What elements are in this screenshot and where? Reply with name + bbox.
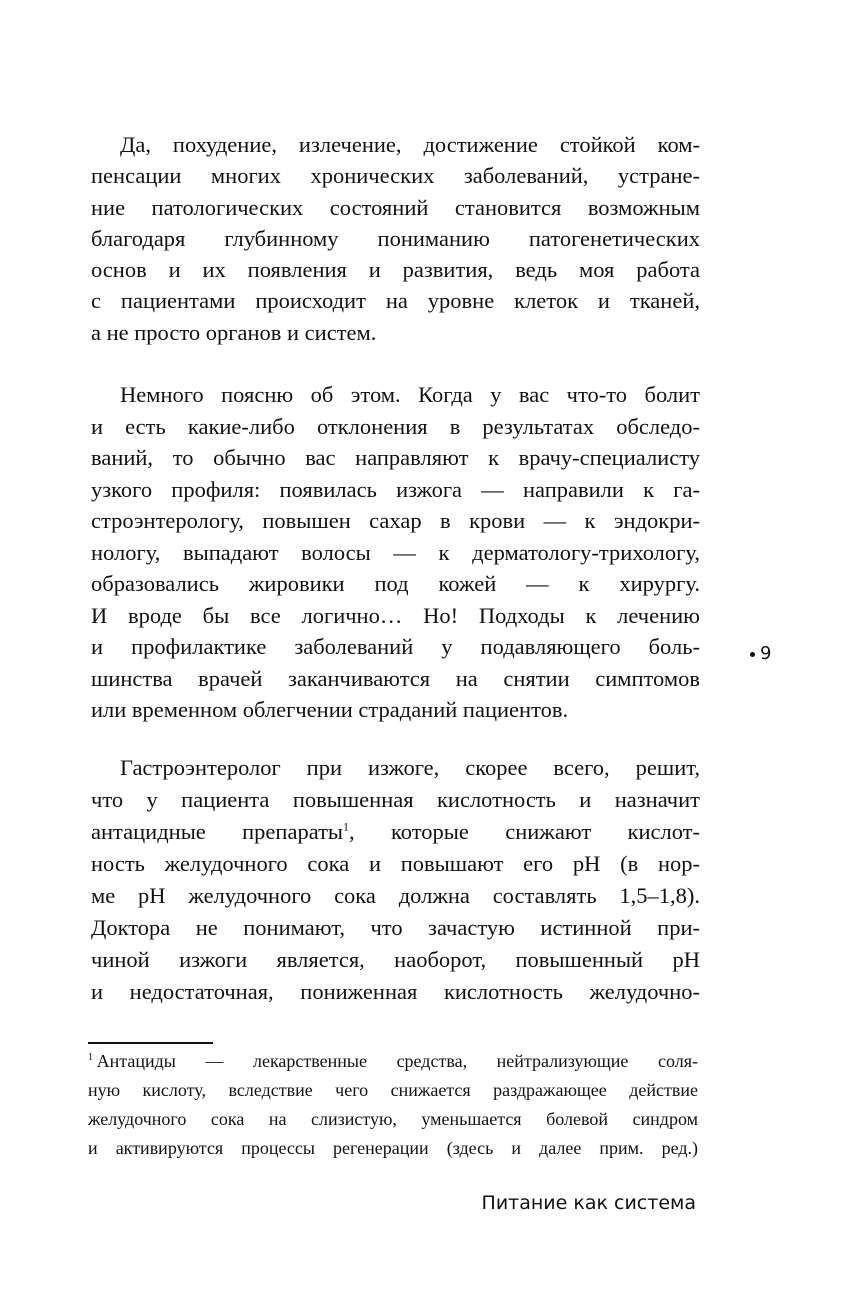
text-line: что у пациента повышенная кислотность и назначит <box>91 787 700 812</box>
text-line: с пациентами происходит на уровне клеток и тканей, <box>91 288 700 314</box>
footnote-line: ную кислоту, вследствие чего снижается раздражающее действие <box>88 1080 698 1100</box>
running-footer: Питание как система <box>481 1192 696 1214</box>
footnote-divider <box>88 1042 213 1044</box>
text-line: шинства врачей заканчиваются на снятии симптомов <box>91 665 700 691</box>
paragraph-2 <box>91 379 700 726</box>
text-line: Гастроэнтеролог при изжоге, скорее всего, решит, <box>120 755 700 780</box>
footnote-reference[interactable]: 1 <box>343 819 350 834</box>
text-line: основ и их появления и развития, ведь моя работа <box>91 257 700 283</box>
text-line: ние патологических состояний становится возможным <box>91 194 700 220</box>
text-line: пенсации многих хронических заболеваний, устране- <box>91 163 700 189</box>
page-number <box>750 643 771 664</box>
text-line <box>91 816 700 848</box>
bullet-icon <box>750 652 755 657</box>
text-line: и есть какие-либо отклонения в результатах обследо- <box>91 413 700 439</box>
text-line: узкого профиля: появилась изжога — направили к га- <box>91 476 700 502</box>
text-line: нологу, выпадают волосы — к дерматологу-трихологу, <box>91 539 700 565</box>
text-line: чиной изжоги является, наоборот, повышенный pH <box>91 947 700 972</box>
text-line: Да, похудение, излечение, достижение стойкой ком- <box>120 132 700 157</box>
text-line: ме pH желудочного сока должна составлять 1,5–1,8). <box>91 883 700 908</box>
text-line: и недостаточная, пониженная кислотность желудочно- <box>91 979 700 1004</box>
footnote-line: желудочного сока на слизистую, уменьшается болевой синдром <box>88 1109 698 1129</box>
text-line: и профилактике заболеваний у подавляющего боль- <box>91 634 700 659</box>
paragraph-1 <box>91 129 700 348</box>
page-number-text: 9 <box>760 643 772 664</box>
text-line: Доктора не понимают, что зачастую истинной при- <box>91 915 700 940</box>
text-line: или временном облегчении страданий пациентов. <box>91 697 569 722</box>
text-line: строэнтерологу, повышен сахар в крови — к эндокри- <box>91 508 700 533</box>
paragraph-3 <box>91 752 700 1008</box>
text-line: ваний, то обычно вас направляют к врачу-специалисту <box>91 445 700 470</box>
footnote-line: и активируются процессы регенерации (здесь и далее прим. ред.) <box>88 1138 698 1158</box>
text-line: ность желудочного сока и повышают его pH (в нор- <box>91 851 700 876</box>
text-line: И вроде бы все логично… Но! Подходы к лечению <box>91 602 700 628</box>
text-segment: антацидные препараты <box>91 819 344 844</box>
text-line: благодаря глубинному пониманию патогенетических <box>91 225 700 251</box>
text-segment: , которые снижают кислот- <box>349 819 700 844</box>
text-segment: Антациды — лекарственные средства, нейтрализующие соля- <box>96 1051 698 1071</box>
text-line: образовались жировики под кожей — к хирургу. <box>91 571 700 596</box>
text-line: Немного поясню об этом. Когда у вас что-то болит <box>120 382 700 407</box>
footnote-line <box>88 1047 698 1076</box>
footnote-marker: 1 <box>88 1052 93 1063</box>
text-line: а не просто органов и систем. <box>91 319 377 345</box>
footnote <box>88 1047 698 1163</box>
